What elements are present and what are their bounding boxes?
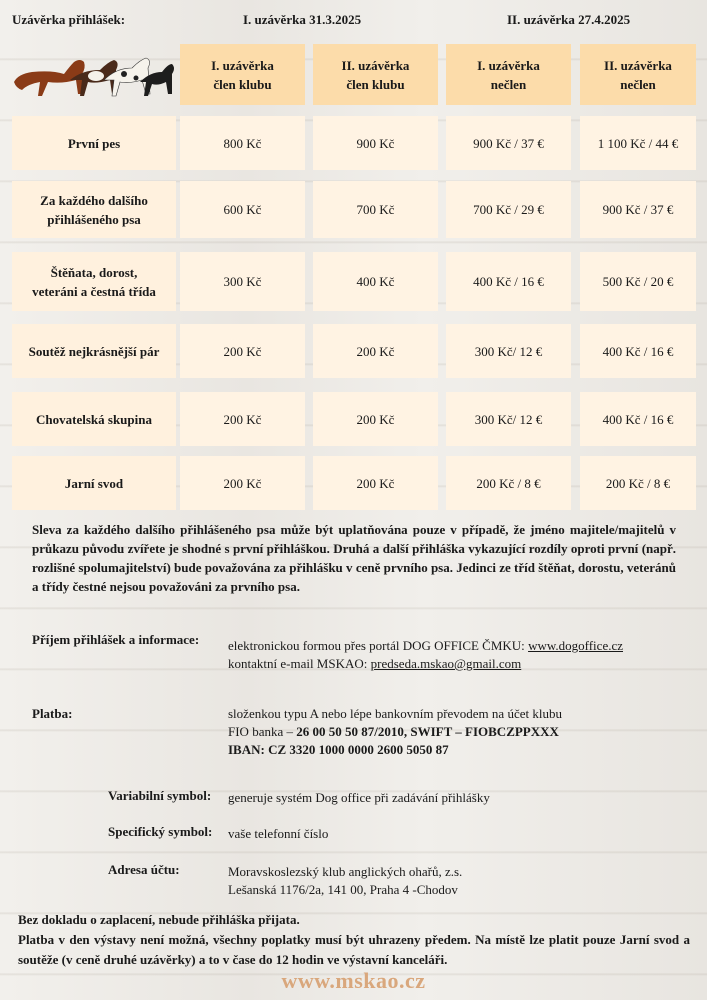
price-cell: 900 Kč / 37 € (580, 181, 696, 238)
specific-symbol-value: vaše telefonní číslo (228, 826, 329, 841)
price-cell: 500 Kč / 20 € (580, 252, 696, 311)
price-cell: 400 Kč / 16 € (446, 252, 571, 311)
row-label-line: Jarní svod (64, 475, 124, 491)
email-link[interactable]: predseda.mskao@gmail.com (370, 656, 522, 671)
price-cell: 600 Kč (180, 181, 305, 238)
price-cell: 400 Kč / 16 € (580, 392, 696, 446)
address-label: Adresa účtu: (108, 862, 180, 877)
row-label-additional-dog (12, 181, 176, 238)
reception-label: Příjem přihlášek a informace: (32, 632, 200, 647)
column-header-1 (180, 44, 305, 105)
column-header-line: člen klubu (346, 76, 405, 92)
price-cell: 200 Kč (313, 324, 438, 378)
row-label-breeding-group (12, 392, 176, 446)
price-cell: 900 Kč / 37 € (446, 116, 571, 170)
deadline-second: II. uzávěrka 27.4.2025 (507, 12, 631, 27)
payment-label: Platba: (32, 706, 73, 721)
address-line-2: Lešanská 1176/2a, 141 00, Praha 4 -Chodov (228, 882, 458, 897)
row-label-puppies (12, 252, 176, 311)
price-cell: 200 Kč (313, 456, 438, 510)
bank-name: FIO banka – (228, 724, 297, 739)
price-cell: 200 Kč (180, 324, 305, 378)
price-cell: 200 Kč (180, 456, 305, 510)
iban: IBAN: CZ 3320 1000 0000 2600 5050 87 (228, 742, 449, 757)
price-cell: 800 Kč (180, 116, 305, 170)
email-text: kontaktní e-mail MSKAO: (228, 656, 371, 671)
payment-proof-note: Bez dokladu o zaplacení, nebude přihláška přijata. (18, 912, 300, 927)
website-link[interactable]: www.mskao.cz (281, 968, 426, 993)
column-header-line: I. uzávěrka (477, 57, 540, 73)
variable-symbol-value: generuje systém Dog office při zadávání přihlášky (228, 790, 490, 805)
dogs-illustration (12, 44, 176, 102)
column-header-line: II. uzávěrka (341, 57, 410, 73)
column-header-4 (580, 44, 696, 105)
row-label-spring-show (12, 456, 176, 510)
discount-note: Sleva za každého dalšího přihlášeného psa může být uplatňována pouze v případě, že jméno majitele/majitelů v průkazu původu zvířete je shodné s první přihláškou. Druhá a další přihláška vykazující rozdíly oproti první (např. rozlišné spolumajitelství) bude považována za přihlášku v ceně prvního psa. Jedinci ze tříd štěňat, dorostu, veteránů a třídy čestné nejsou považováni za prvního psa. (32, 522, 676, 594)
reception-text: elektronickou formou přes portál DOG OFFICE ČMKU: (228, 638, 529, 653)
price-cell: 300 Kč (180, 252, 305, 311)
column-header-line: nečlen (620, 76, 656, 92)
price-cell: 400 Kč (313, 252, 438, 311)
address-line-1: Moravskoslezský klub anglických ohařů, z.s. (228, 864, 463, 879)
row-label-line: Štěňata, dorost, (50, 264, 138, 280)
row-label-line: veteráni a čestná třída (32, 283, 156, 299)
price-cell: 700 Kč (313, 181, 438, 238)
column-header-line: I. uzávěrka (211, 57, 274, 73)
specific-symbol-label: Specifický symbol: (108, 824, 213, 839)
price-cell: 900 Kč (313, 116, 438, 170)
price-cell: 1 100 Kč / 44 € (580, 116, 696, 170)
column-header-line: člen klubu (213, 76, 272, 92)
payment-line-2 (228, 723, 559, 741)
variable-symbol-label: Variabilní symbol: (108, 788, 212, 803)
price-cell: 400 Kč / 16 € (580, 324, 696, 378)
column-header-line: II. uzávěrka (604, 57, 672, 73)
price-cell: 200 Kč (313, 392, 438, 446)
reception-line-1 (228, 637, 623, 655)
column-header-2 (313, 44, 438, 105)
reception-line-2 (228, 655, 521, 673)
payment-onsite-note: Platba v den výstavy není možná, všechny poplatky musí být uhrazeny předem. Na místě lze platit pouze Jarní svod a soutěže (v ceně druhé uzávěrky) a to v čase do 12 hodin ve výstavní kanceláři. (18, 932, 690, 967)
price-cell: 700 Kč / 29 € (446, 181, 571, 238)
column-header-line: nečlen (490, 76, 527, 92)
price-cell: 200 Kč / 8 € (580, 456, 696, 510)
row-label-pair-contest (12, 324, 176, 378)
price-cell: 200 Kč / 8 € (446, 456, 571, 510)
column-header-3 (446, 44, 571, 105)
payment-line-1: složenkou typu A nebo lépe bankovním převodem na účet klubu (228, 706, 562, 721)
dogoffice-link[interactable]: www.dogoffice.cz (528, 638, 623, 653)
row-label-line: Soutěž nejkrásnější pár (28, 343, 160, 359)
deadline-first: I. uzávěrka 31.3.2025 (243, 12, 362, 27)
row-label-line: přihlášeného psa (47, 211, 141, 227)
price-cell: 300 Kč/ 12 € (446, 324, 571, 378)
price-cell: 300 Kč/ 12 € (446, 392, 571, 446)
price-cell: 200 Kč (180, 392, 305, 446)
account-number: 26 00 50 50 87/2010, SWIFT – FIOBCZPPXXX (296, 724, 559, 739)
deadline-title: Uzávěrka přihlášek: (12, 12, 126, 27)
row-label-line: Za každého dalšího (40, 192, 148, 208)
row-label-first-dog (12, 116, 176, 170)
row-label-line: První pes (67, 135, 121, 151)
row-label-line: Chovatelská skupina (36, 411, 152, 427)
